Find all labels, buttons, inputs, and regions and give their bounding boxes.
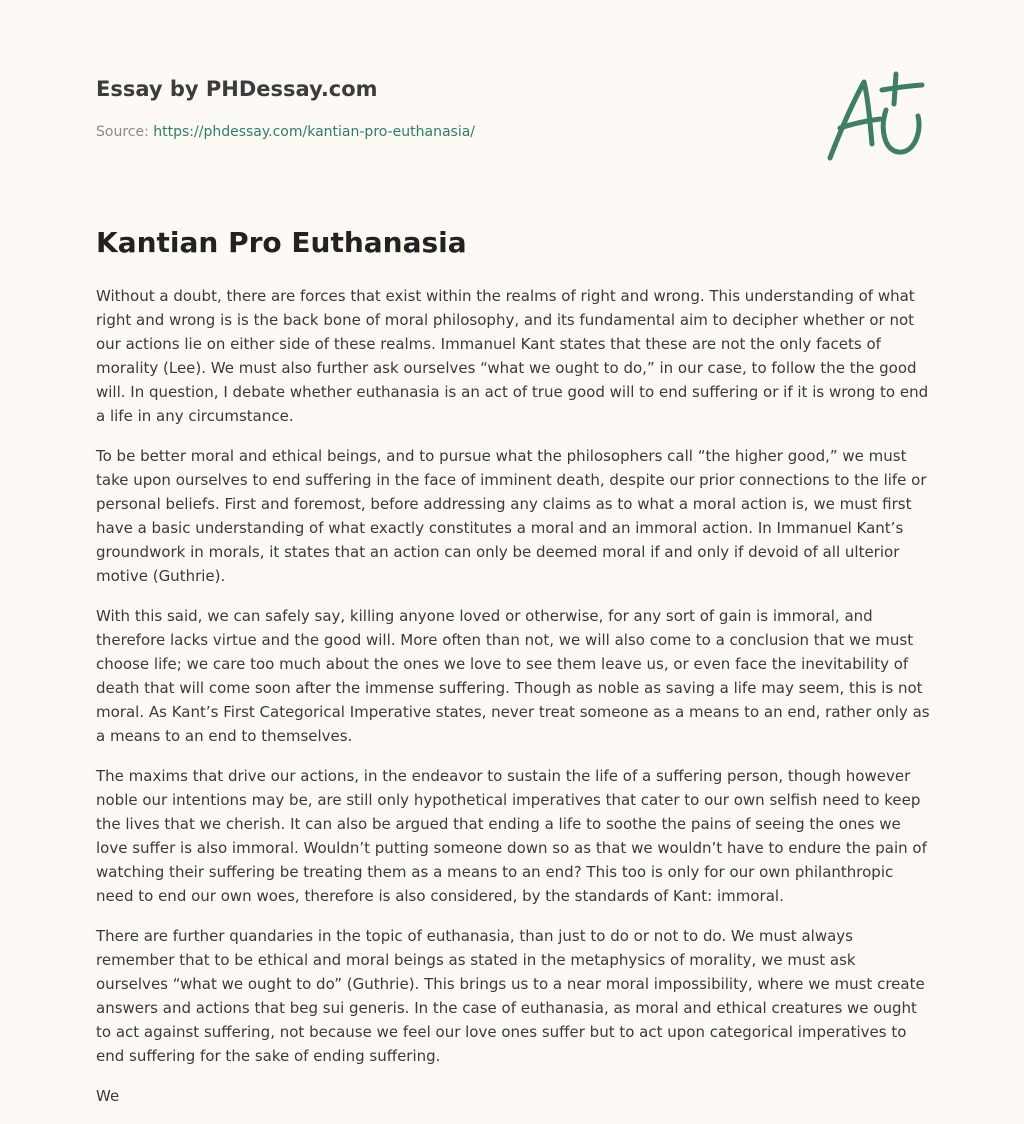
essay-paragraph: Without a doubt, there are forces that exist within the realms of right and wrong. This understanding of what right and wrong is is the back bone of moral philosophy, and its fundamental aim to decipher whether or not our actions lie on either side of these realms. Immanuel Kant states that these are not the only facets of morality (Lee). We must also further ask ourselves “what we ought to do,” in our case, to follow the the good will. In question, I debate whether euthanasia is an act of true good will to end suffering or if it is wrong to end a life in any circumstance. <box>96 287 929 425</box>
brand-title: Essay by PHDessay.com <box>96 77 378 101</box>
essay-title: Kantian Pro Euthanasia <box>96 226 467 259</box>
source-line <box>96 124 475 140</box>
essay-body <box>96 284 932 1124</box>
essay-paragraph: The maxims that drive our actions, in the endeavor to sustain the life of a suffering person, though however noble our intentions may be, are still only hypothetical imperatives that cater to our own selfish need to keep the lives that we cherish. It can also be argued that ending a life to soothe the pains of seeing the ones we love suffer is also immoral. Wouldn’t putting someone down so as that we wouldn’t have to endure the pain of watching their suffering be treating them as a means to an end? This too is only for our own philanthropic need to end our own woes, therefore is also considered, by the standards of Kant: immoral. <box>96 767 927 905</box>
source-label: Source: <box>96 124 149 140</box>
essay-paragraph: We <box>96 1087 120 1105</box>
essay-paragraph: With this said, we can safely say, killing anyone loved or otherwise, for any sort of gain is immoral, and therefore lacks virtue and the good will. More often than not, we will also come to a conclusion that we must choose life; we care too much about the ones we love to see them leave us, or even face the inevitability of death that will come soon after the immense suffering. Though as noble as saving a life may seem, this is not moral. As Kant’s First Categorical Imperative states, never treat someone as a means to an end, rather only as a means to an end to themselves. <box>96 607 930 745</box>
essay-paragraph: To be better moral and ethical beings, and to pursue what the philosophers call “the higher good,” we must take upon ourselves to end suffering in the face of imminent death, despite our prior connections to the life or personal beliefs. First and foremost, before addressing any claims as to what a moral action is, we must first have a basic understanding of what exactly constitutes a moral and an immoral action. In Immanuel Kant’s groundwork in morals, it states that an action can only be deemed moral if and only if devoid of all ulterior motive (Guthrie). <box>96 447 927 585</box>
source-link[interactable]: https://phdessay.com/kantian-pro-euthanasia/ <box>153 124 475 140</box>
essay-paragraph: There are further quandaries in the topic of euthanasia, than just to do or not to do. We must always remember that to be ethical and moral beings as stated in the metaphysics of morality, we must ask ourselves “what we ought to do” (Guthrie). This brings us to a near moral impossibility, where we must create answers and actions that beg sui generis. In the case of euthanasia, as moral and ethical creatures we ought to act against suffering, not because we feel our love ones suffer but to act upon categorical imperatives to end suffering for the sake of ending suffering. <box>96 927 925 1065</box>
a-plus-logo-icon <box>824 70 928 166</box>
